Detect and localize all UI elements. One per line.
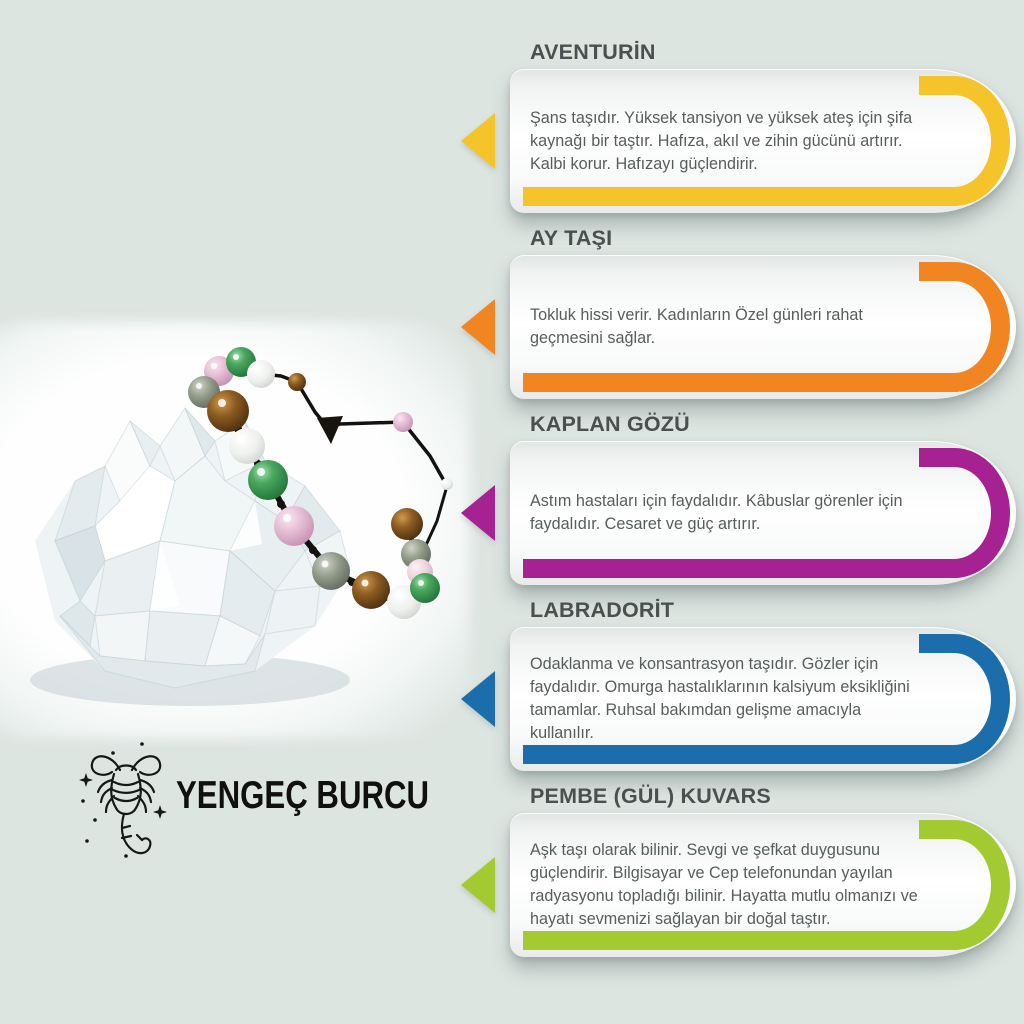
scorpion-icon [76, 736, 176, 868]
panel-pembe-gul-kuvars [510, 785, 1016, 957]
accent-bar [523, 931, 958, 950]
panel-card [510, 255, 1016, 399]
panel-card [510, 441, 1016, 585]
accent-bar [523, 745, 958, 764]
panel-ay-tasi [510, 227, 1016, 399]
panel-card [510, 69, 1016, 213]
bracelet-beads-dangle [288, 373, 453, 490]
panel-card [510, 813, 1016, 957]
panel-description: Astım hastaları için faydalıdır. Kâbuslar görenler için faydalıdır. Cesaret ve güç artırır. [530, 492, 903, 533]
panel-title: AY TAŞI [530, 226, 613, 250]
cord-triangle-knot [317, 416, 343, 444]
accent-bar [523, 187, 958, 206]
panel-card [510, 627, 1016, 771]
left-arrow-icon [461, 485, 495, 541]
panel-title: LABRADORİT [530, 598, 675, 622]
product-photo [0, 316, 480, 756]
panel-kaplan-gozu [510, 413, 1016, 585]
panel-description: Tokluk hissi verir. Kadınların Özel günleri rahat geçmesini sağlar. [530, 306, 863, 347]
panel-aventurin [510, 41, 1016, 213]
zodiac-name: YENGEÇ BURCU [176, 774, 430, 817]
panel-title: AVENTURİN [530, 40, 656, 64]
left-arrow-icon [461, 857, 495, 913]
left-arrow-icon [461, 671, 495, 727]
zodiac-logo [76, 736, 492, 868]
panel-title: KAPLAN GÖZÜ [530, 412, 690, 436]
panel-title: PEMBE (GÜL) KUVARS [530, 784, 771, 808]
accent-bar [523, 559, 958, 578]
left-arrow-icon [461, 299, 495, 355]
left-arrow-icon [461, 113, 495, 169]
panel-description: Şans taşıdır. Yüksek tansiyon ve yüksek ateş için şifa kaynağı bir taştır. Hafıza, akıl ve zihin gücünü artırır. Kalbi korur. Hafızayı güçlendirir. [530, 108, 913, 173]
quartz-crystal-cluster [30, 408, 350, 706]
panel-description: Aşk taşı olarak bilinir. Sevgi ve şefkat duygusunu güçlendirir. Bilgisayar ve Cep telefonundan yayılan radyasyonu topladığı bilinir. Hayatta mutlu olmanızı ve hayatı sevmenizi sağlayan bir doğal taştır. [530, 841, 918, 928]
panel-labradorit [510, 599, 1016, 771]
panel-description: Odaklanma ve konsantrasyon taşıdır. Gözler için faydalıdır. Omurga hastalıklarının kalsiyum eksikliğini tamamlar. Ruhsal bakımdan gelişme amacıyla kullanılır. [530, 655, 910, 742]
accent-bar [523, 373, 958, 392]
stone-panels [510, 0, 1016, 971]
photo-illustration [0, 316, 480, 756]
